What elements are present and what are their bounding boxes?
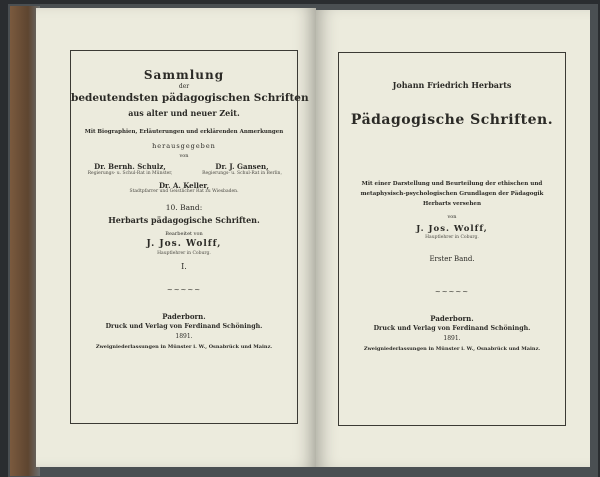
publisher-branches: Zweigniederlassungen in Münster i. W., Osnabrück und Mainz.: [95, 344, 273, 350]
editor-1-role: Regierungs- u. Schul-Rat in Münster,: [87, 171, 173, 176]
edited-label: herausgegeben: [152, 142, 216, 150]
publisher-city: Paderborn.: [430, 314, 474, 323]
publisher-name: Druck und Verlag von Ferdinand Schöningh.: [373, 325, 531, 332]
volume-number: 10. Band:: [165, 203, 203, 212]
volume-author-role: Hauptlehrer in Coburg.: [157, 251, 211, 256]
book-author-role: Hauptlehrer in Coburg.: [425, 235, 479, 240]
volume-label: Erster Band.: [429, 255, 475, 263]
right-page-frame: [338, 52, 566, 426]
description-line-1: Mit einer Darstellung und Beurteilung der ethischen und: [361, 181, 543, 187]
book-author-line: Johann Friedrich Herbarts: [392, 80, 512, 90]
description-line-3: Herbarts versehen: [422, 201, 482, 207]
left-page-frame: [70, 50, 309, 424]
publisher-name: Druck und Verlag von Ferdinand Schöningh.: [105, 323, 263, 330]
book-title: Pädagogische Schriften.: [350, 112, 554, 128]
von-label: von: [179, 153, 189, 159]
von-label: von: [447, 214, 457, 220]
publication-year: 1891.: [175, 333, 193, 340]
book-author: J. Jos. Wolff,: [416, 224, 488, 234]
left-page: [36, 8, 316, 467]
volume-title: Herbarts pädagogische Schriften.: [108, 215, 260, 225]
volume-part: I.: [181, 262, 187, 271]
editor-2: Dr. J. Gansen,: [215, 162, 269, 171]
publisher-city: Paderborn.: [162, 312, 206, 321]
right-page: [316, 10, 590, 467]
editor-3-role: Stadtpfarrer und Geistlicher Rat zu Wiesbaden.: [129, 189, 239, 194]
publication-year: 1891.: [443, 335, 461, 342]
series-title: Sammlung: [143, 68, 225, 82]
series-subtitle: aus alter und neuer Zeit.: [128, 108, 240, 118]
publisher-branches: Zweigniederlassungen in Münster i. W., Osnabrück und Mainz.: [363, 346, 541, 352]
series-main-title: bedeutendsten pädagogischen Schriften: [71, 92, 309, 104]
series-der: der: [178, 83, 190, 90]
volume-author: J. Jos. Wolff,: [146, 239, 222, 249]
ornament-divider: ~~~~~: [434, 288, 470, 296]
editor-2-role: Regierungs- u. Schul-Rat in Berlin,: [202, 171, 282, 176]
description-line-2: metaphysisch-psychologischen Grundlagen der Pädagogik: [360, 191, 544, 197]
series-note: Mit Biographien, Erläuterungen und erklärenden Anmerkungen: [84, 129, 284, 135]
editor-1: Dr. Bernh. Schulz,: [94, 162, 166, 171]
edited-by-label: Bearbeitet von: [165, 231, 203, 237]
ornament-divider: ~~~~~: [166, 286, 202, 294]
editor-3: Dr. A. Keller,: [158, 181, 210, 190]
